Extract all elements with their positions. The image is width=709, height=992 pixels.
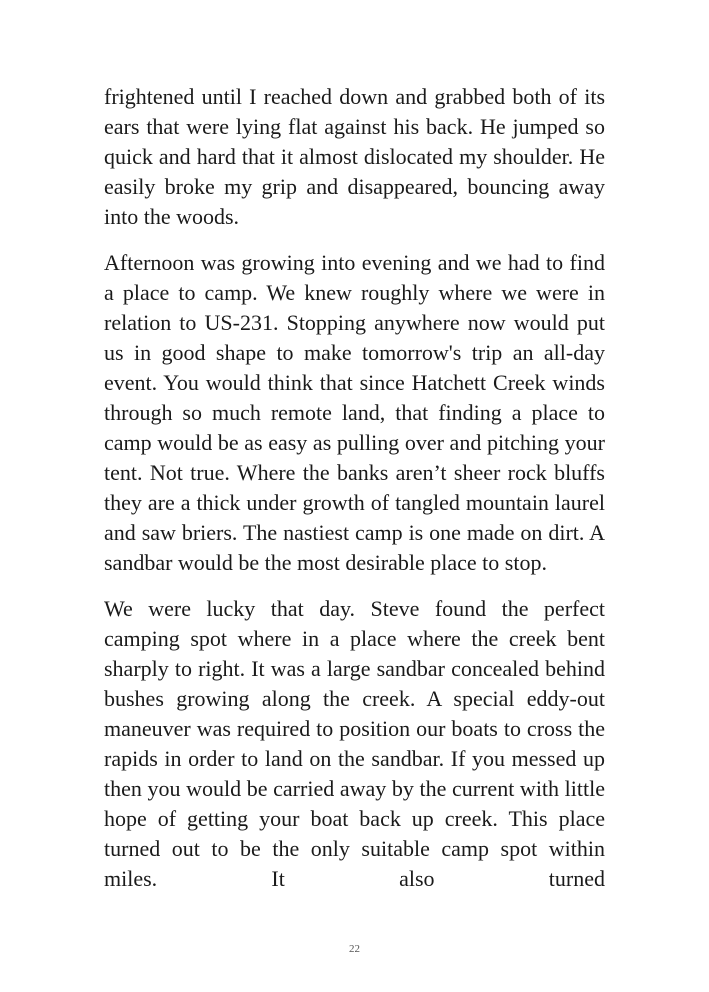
paragraph-2: Afternoon was growing into evening and we had to find a place to camp. We knew roughly where we were in relation to US-231. Stopping anywhere now would put us in good shape to make tomorrow's trip an all-day event. You would think that since Hatchett Creek winds through so much remote land, that finding a place to camp would be as easy as pulling over and pitching your tent. Not true. Where the banks aren’t sheer rock bluffs they are a thick under growth of tangled mountain laurel and saw briers. The nastiest camp is one made on dirt. A sandbar would be the most desirable place to stop. [104, 250, 605, 575]
body-text [104, 82, 605, 910]
paragraph-3: We were lucky that day. Steve found the perfect camping spot where in a place where the creek bent sharply to right. It was a large sandbar concealed behind bushes growing along the creek. A special eddy-out maneuver was required to position our boats to cross the rapids in order to land on the sandbar. If you messed up then you would be carried away by the current with little hope of getting your boat back up creek. This place turned out to be the only suitable camp spot within miles. It also turned [104, 596, 605, 891]
page-number: 22 [349, 943, 360, 955]
paragraph-1: frightened until I reached down and grabbed both of its ears that were lying flat against his back. He jumped so quick and hard that it almost dislocated my shoulder. He easily broke my grip and disappeared, bouncing away into the woods. [104, 84, 605, 229]
